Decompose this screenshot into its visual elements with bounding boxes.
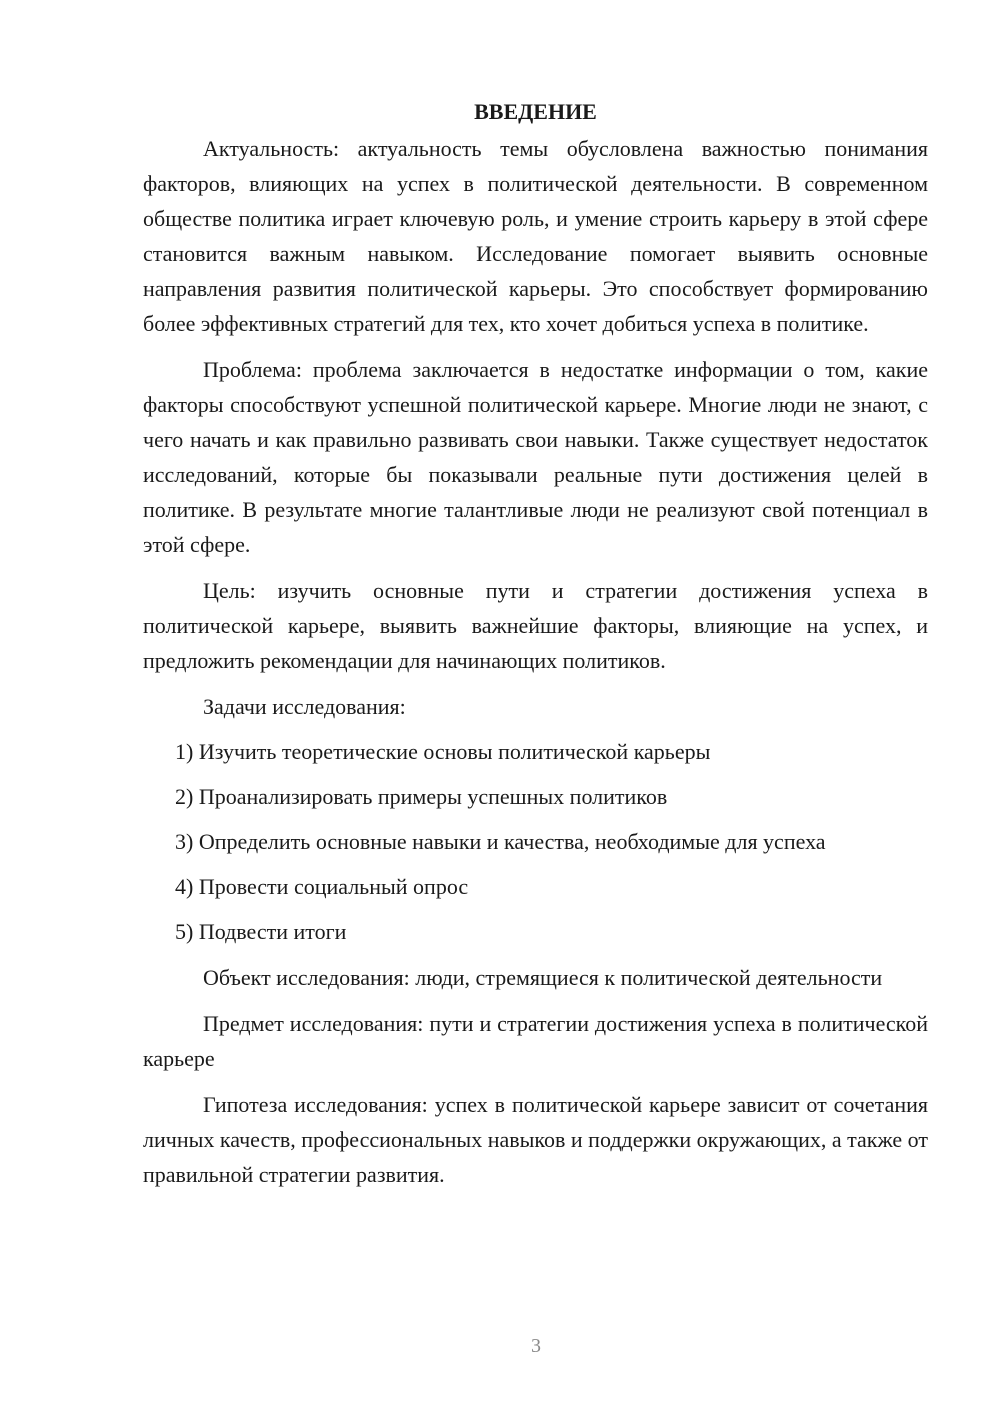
tasks-title: Задачи исследования:	[203, 694, 406, 719]
problem-paragraph: Проблема: проблема заключается в недостатке информации о том, какие факторы способствуют успешной политической карьере. Многие люди не знают, с чего начать и как правильно развивать свои навыки. Также существует недостаток исследований, которые бы показывали реальные пути достижения целей в политике. В результате многие талантливые люди не реализуют свой потенциал в этой сфере.	[143, 357, 928, 557]
page-number: 3	[531, 1335, 541, 1357]
section-heading: ВВЕДЕНИЕ	[474, 99, 597, 124]
hypothesis-paragraph: Гипотеза исследования: успех в политической карьере зависит от сочетания личных качеств, профессиональных навыков и поддержки окружающих, а также от правильной стратегии развития.	[143, 1092, 928, 1187]
task-item: 4) Провести социальный опрос	[175, 874, 469, 899]
task-item: 5) Подвести итоги	[175, 919, 347, 944]
relevance-paragraph: Актуальность: актуальность темы обусловлена важностью понимания факторов, влияющих на успех в политической деятельности. В современном обществе политика играет ключевую роль, и умение строить карьеру в этой сфере становится важным навыком. Исследование помогает выявить основные направления развития политической карьеры. Это способствует формированию более эффективных стратегий для тех, кто хочет добиться успеха в политике.	[143, 136, 928, 336]
tasks-list	[143, 734, 928, 949]
task-item: 1) Изучить теоретические основы политической карьеры	[175, 739, 711, 764]
page-content	[143, 94, 928, 1192]
goal-paragraph: Цель: изучить основные пути и стратегии достижения успеха в политической карьере, выявить важнейшие факторы, влияющие на успех, и предложить рекомендации для начинающих политиков.	[143, 578, 928, 673]
object-paragraph: Объект исследования: люди, стремящиеся к политической деятельности	[203, 965, 883, 990]
task-item: 2) Проанализировать примеры успешных политиков	[175, 784, 668, 809]
task-item: 3) Определить основные навыки и качества, необходимые для успеха	[175, 829, 826, 854]
subject-paragraph: Предмет исследования: пути и стратегии достижения успеха в политической карьере	[143, 1011, 928, 1071]
